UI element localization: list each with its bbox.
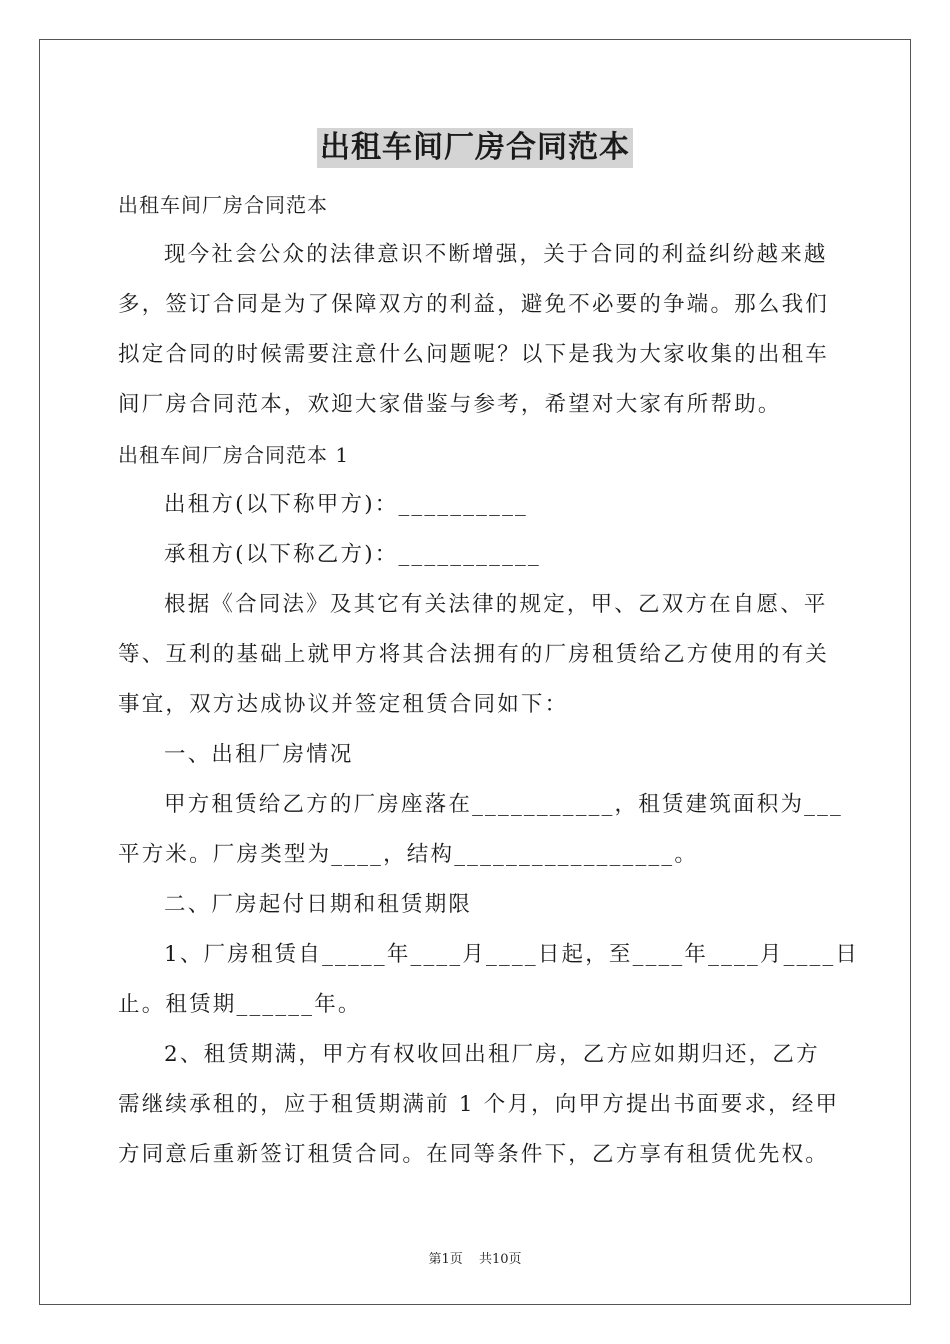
text-line: 一、出租厂房情况 (164, 742, 354, 767)
text-line: 需继续承租的，应于租赁期满前 1 个月，向甲方提出书面要求，经甲 (118, 1092, 840, 1117)
document-body (118, 180, 860, 1180)
text-line: 2、租赁期满，甲方有权收回出租厂房，乙方应如期归还，乙方 (164, 1042, 820, 1067)
text-line: 止。租赁期______年。 (118, 992, 362, 1017)
text-line: 甲方租赁给乙方的厂房座落在___________，租赁建筑面积为___ (164, 792, 844, 817)
text-line: 事宜，双方达成协议并签定租赁合同如下： (118, 692, 569, 717)
title-container (0, 128, 950, 168)
text-line: 多，签订合同是为了保障双方的利益，避免不必要的争端。那么我们 (118, 292, 830, 317)
section-heading: 出租车间厂房合同范本 (118, 193, 328, 217)
text-line: 二、厂房起付日期和租赁期限 (164, 892, 473, 917)
text-line: 平方米。厂房类型为____，结构_________________。 (118, 842, 699, 867)
text-line: 方同意后重新签订租赁合同。在同等条件下，乙方享有租赁优先权。 (118, 1142, 830, 1167)
text-line: 1、厂房租赁自_____年____月____日起，至____年____月____日 (164, 942, 860, 967)
text-line: 间厂房合同范本，欢迎大家借鉴与参考，希望对大家有所帮助。 (118, 392, 782, 417)
text-line: 现今社会公众的法律意识不断增强，关于合同的利益纠纷越来越 (164, 242, 828, 267)
text-line: 承租方(以下称乙方)：___________ (164, 542, 541, 567)
document-title: 出租车间厂房合同范本 (317, 128, 633, 168)
page-total: 共10页 (478, 1252, 522, 1267)
page-number: 第1页 (428, 1252, 463, 1267)
page-footer (0, 1248, 950, 1267)
text-line: 等、互利的基础上就甲方将其合法拥有的厂房租赁给乙方使用的有关 (118, 642, 830, 667)
section-heading: 出租车间厂房合同范本 1 (118, 443, 350, 467)
text-line: 出租方(以下称甲方)：__________ (164, 492, 528, 517)
text-line: 拟定合同的时候需要注意什么问题呢？以下是我为大家收集的出租车 (118, 342, 830, 367)
text-line: 根据《合同法》及其它有关法律的规定，甲、乙双方在自愿、平 (164, 592, 828, 617)
